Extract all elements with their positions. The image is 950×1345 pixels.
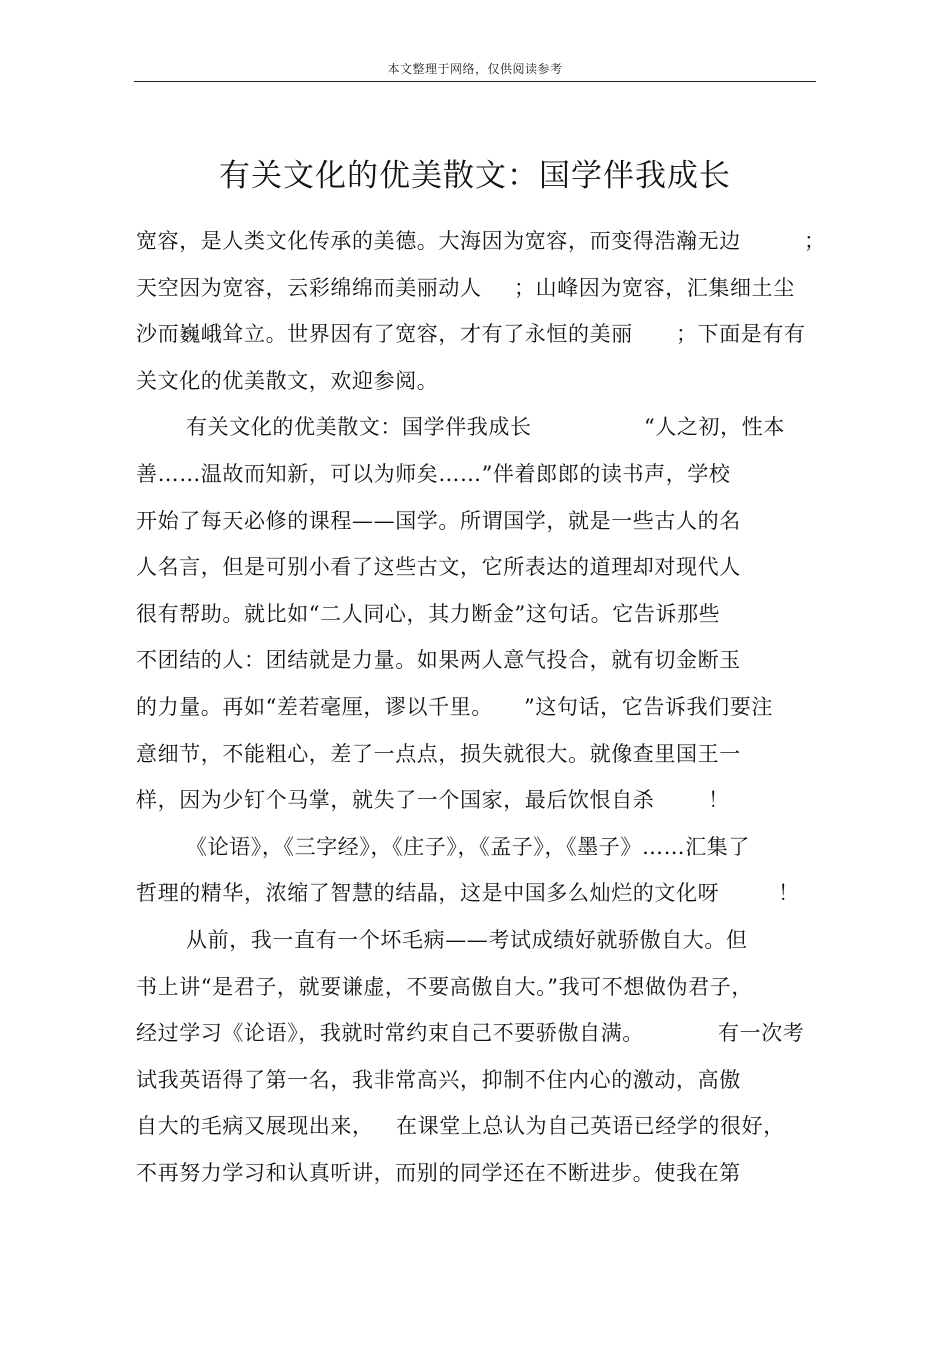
line-text: 样，因为少钉个马掌，就失了一个国家，最后饮恨自杀 xyxy=(136,788,655,813)
line-text: 天空因为宽容，云彩绵绵而美丽动人 xyxy=(136,275,482,300)
line-tail: ！ xyxy=(708,788,730,813)
line-tail: ； xyxy=(804,229,826,253)
line-text: 经过学习《论语》，我就时常约束自己不要骄傲自满。 xyxy=(136,1021,644,1046)
line-tail: ；山峰因为宽容，汇集细土尘 xyxy=(514,275,795,300)
document-body xyxy=(136,218,826,1196)
text-line xyxy=(136,404,816,451)
text-line xyxy=(136,684,816,731)
text-line xyxy=(136,870,816,917)
text-line xyxy=(136,964,816,1011)
line-text: 关文化的优美散文，欢迎参阅。 xyxy=(136,368,439,393)
line-text: 书上讲“是君子，就要谦虚，不要高傲自大。”我可不想做伪君子， xyxy=(136,974,753,999)
text-line xyxy=(136,1150,816,1197)
line-text: 开始了每天必修的课程——国学。所谓国学，就是一些古人的名 xyxy=(136,508,741,533)
text-line xyxy=(136,218,826,265)
line-tail: 有一次考 xyxy=(718,1021,805,1046)
document-title: 有关文化的优美散文：国学伴我成长 xyxy=(219,158,731,194)
page-header xyxy=(134,56,816,82)
text-line xyxy=(136,1010,816,1057)
line-text: 的力量。再如“差若毫厘，谬以千里。 xyxy=(136,694,493,719)
text-line xyxy=(136,311,816,358)
text-line xyxy=(136,637,816,684)
line-text: 很有帮助。就比如“二人同心，其力断金”这句话。它告诉那些 xyxy=(136,601,721,626)
line-tail: ”这句话，它告诉我们要注 xyxy=(524,694,773,719)
line-text: 善……温故而知新，可以为师矣……”伴着郎郎的读书声，学校 xyxy=(136,461,731,486)
text-line xyxy=(136,544,816,591)
line-text: 《论语》，《三字经》，《庄子》，《孟子》，《墨子》……汇集了 xyxy=(186,834,750,859)
line-text: 不再努力学习和认真听讲，而别的同学还在不断进步。使我在第 xyxy=(136,1160,741,1185)
line-text: 哲理的精华，浓缩了智慧的结晶，这是中国多么灿烂的文化呀 xyxy=(136,881,720,906)
text-line xyxy=(136,1057,816,1104)
header-text: 本文整理于网络，仅供阅读参考 xyxy=(387,62,563,76)
text-line xyxy=(136,498,816,545)
line-text: 不团结的人：团结就是力量。如果两人意气投合，就有切金断玉 xyxy=(136,648,741,673)
line-text: 人名言，但是可别小看了这些古文，它所表达的道理却对现代人 xyxy=(136,555,741,580)
line-text: 沙而巍峨耸立。世界因有了宽容，才有了永恒的美丽 xyxy=(136,322,633,347)
line-text: 从前，我一直有一个坏毛病——考试成绩好就骄傲自大。但 xyxy=(186,927,748,952)
line-tail: “人之初，性本 xyxy=(644,415,785,440)
line-text: 试我英语得了第一名，我非常高兴，抑制不住内心的激动，高傲 xyxy=(136,1067,741,1092)
line-text: 自大的毛病又展现出来， xyxy=(136,1114,374,1139)
line-tail: ；下面是有有 xyxy=(676,322,806,347)
line-tail: 在课堂上总认为自己英语已经学的很好， xyxy=(396,1114,785,1139)
text-line xyxy=(136,591,816,638)
line-text: 有关文化的优美散文：国学伴我成长 xyxy=(186,415,532,440)
line-text: 宽容，是人类文化传承的美德。大海因为宽容，而变得浩瀚无边 xyxy=(136,229,741,253)
text-line xyxy=(136,1103,816,1150)
text-line xyxy=(136,824,816,871)
line-text: 意细节，不能粗心，差了一点点，损失就很大。就像查里国王一 xyxy=(136,741,741,766)
text-line xyxy=(136,265,816,312)
text-line xyxy=(136,358,816,405)
text-line xyxy=(136,777,816,824)
text-line xyxy=(136,451,816,498)
text-line xyxy=(136,731,816,778)
line-tail: ！ xyxy=(778,881,800,906)
text-line xyxy=(136,917,816,964)
